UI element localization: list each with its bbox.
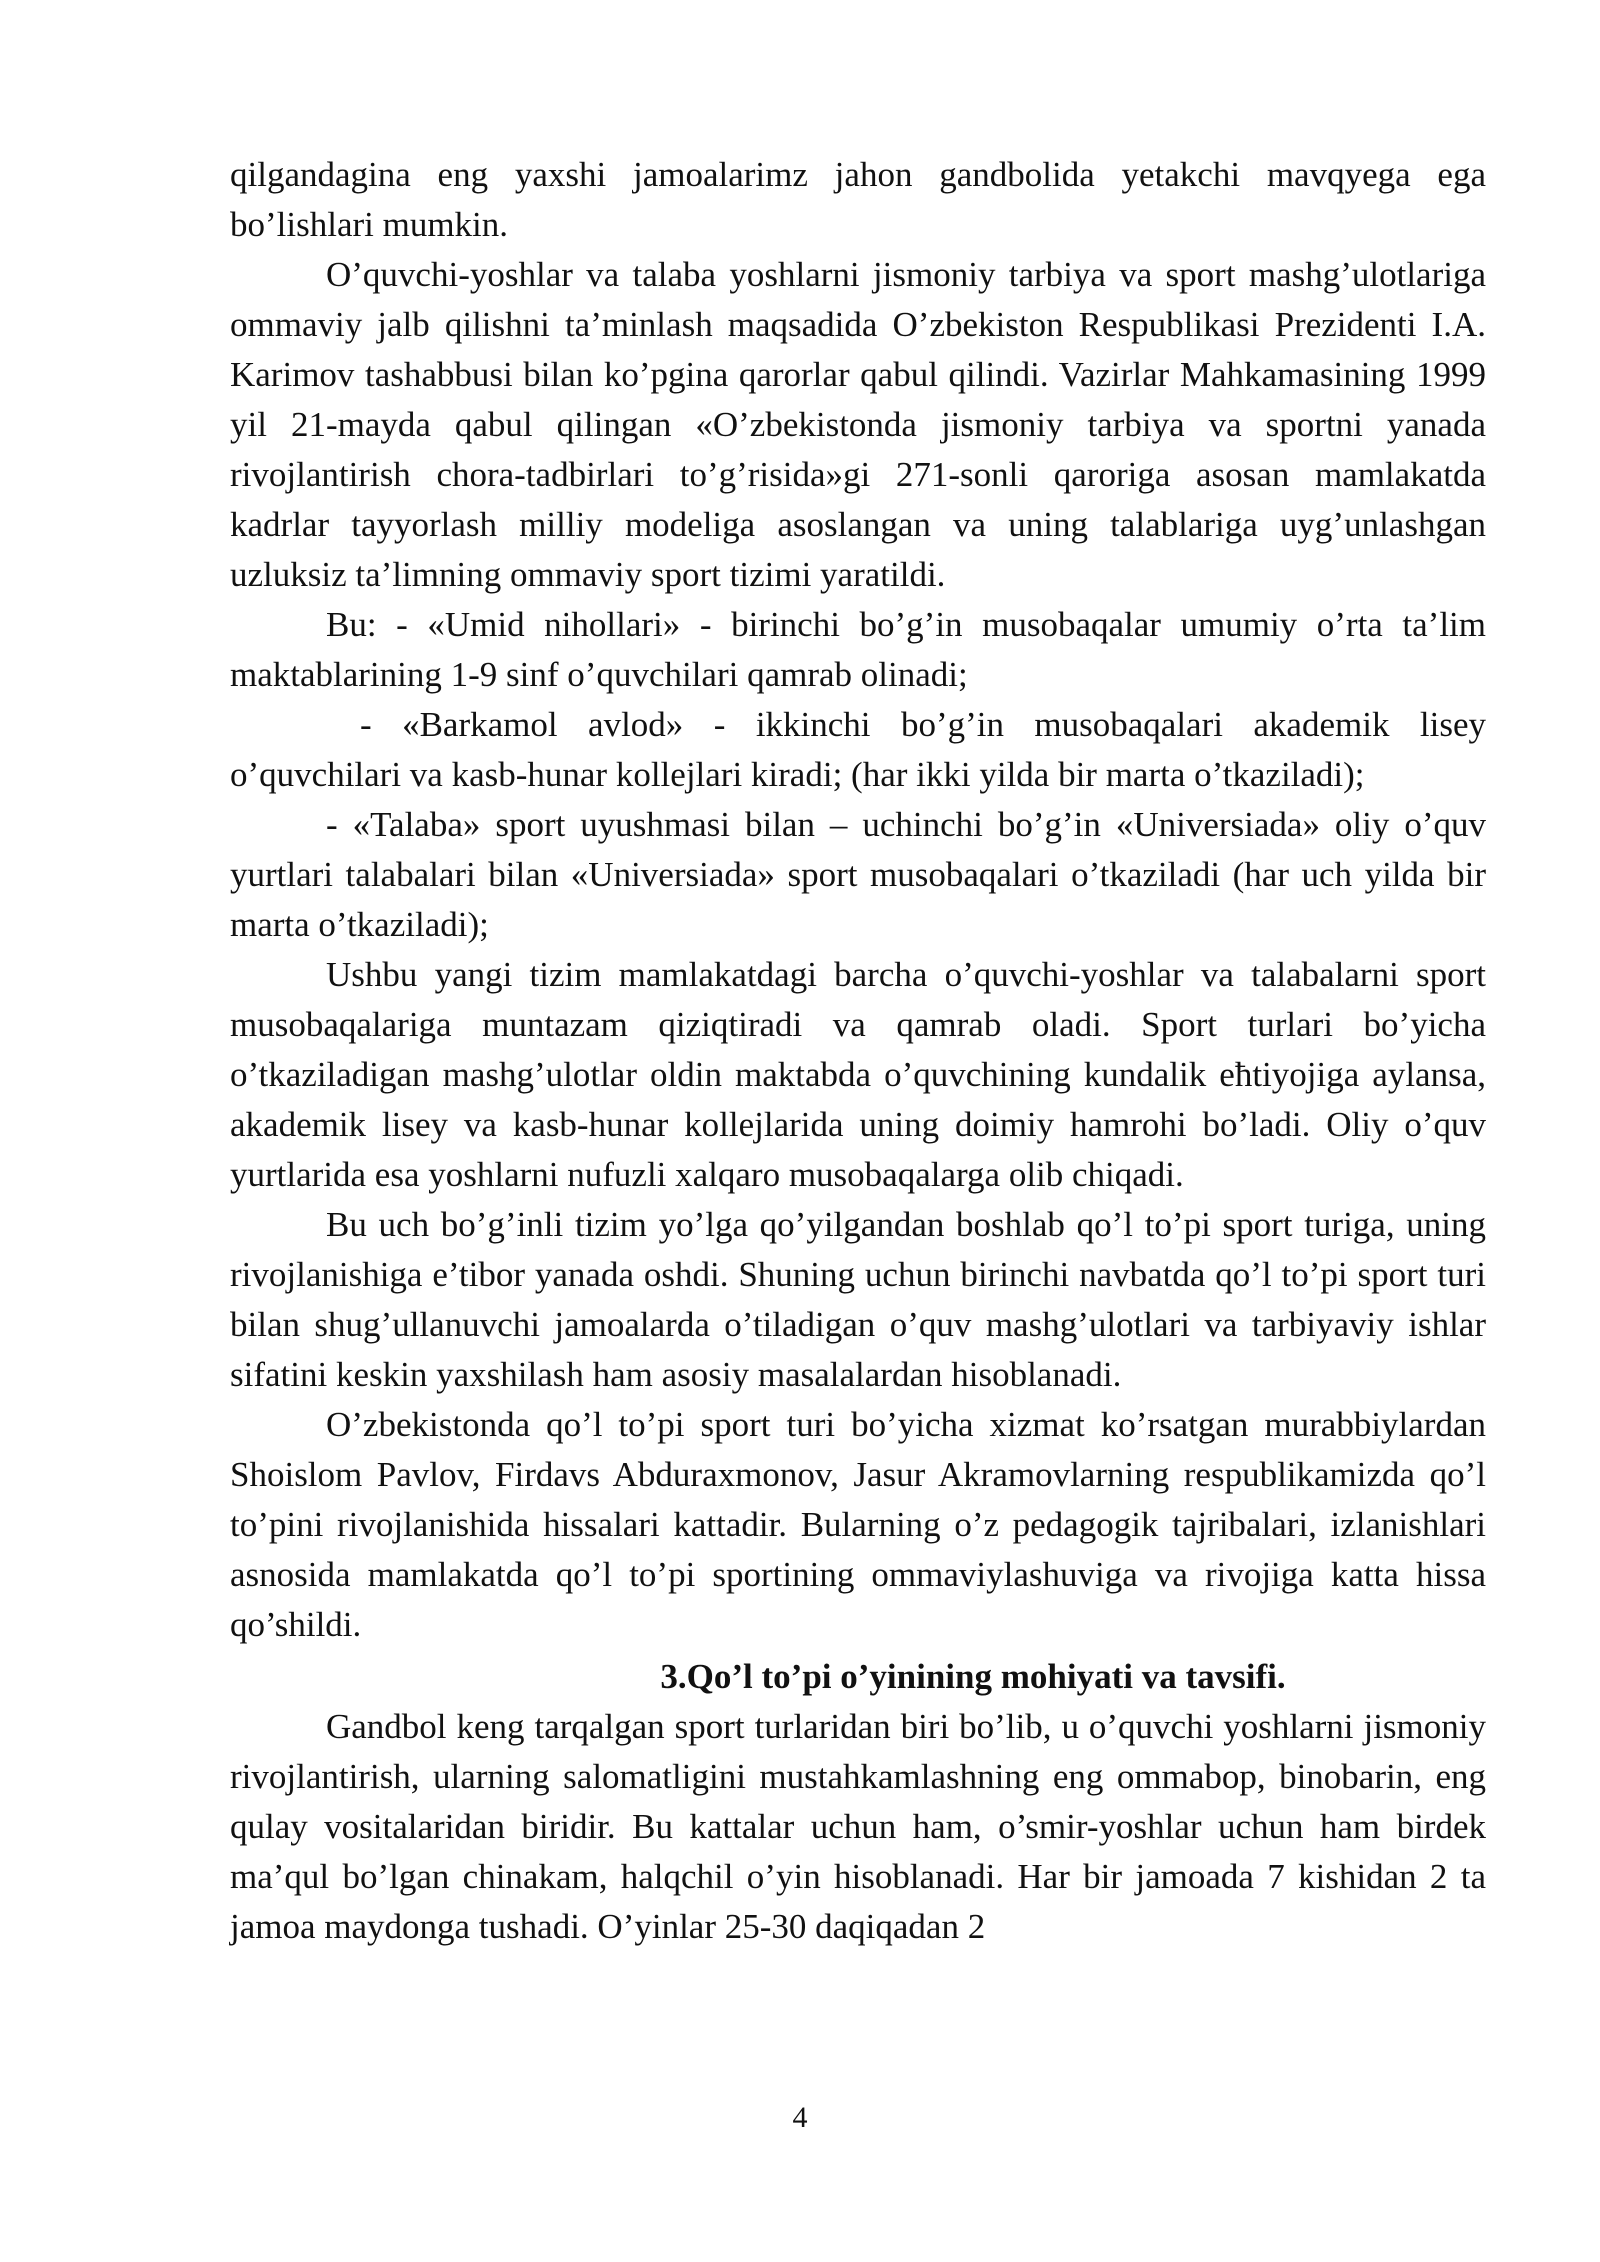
page-number: 4: [792, 2101, 808, 2134]
document-page: [230, 150, 1486, 1952]
paragraph-continuation: qilgandagina eng yaxshi jamoalarimz jahon gandbolida yetakchi mavqyega ega bo’lishlari mumkin.: [230, 155, 1486, 244]
paragraph-handball: Gandbol keng tarqalgan sport turlaridan biri bo’lib, u o’quvchi yoshlarni jismoniy rivojlantirish, ularning salomatligini mustahkamlashning eng ommabop, binobarin, eng qulay vositalaridan biridir. Bu kattalar uchun ham, o’smir-yoshlar uchun ham birdek ma’qul bo’lgan chinakam, halqchil o’yin hisoblanadi. Har bir jamoada 7 kishidan 2 ta jamoa maydonga tushadi. O’yinlar 25-30 daqiqadan 2: [230, 1707, 1486, 1946]
paragraph-intro: O’quvchi-yoshlar va talaba yoshlarni jismoniy tarbiya va sport mashg’ulotlariga ommaviy jalb qilishni ta’minlash maqsadida O’zbekiston Respublikasi Prezidenti I.A. Karimov tashabbusi bilan ko’pgina qarorlar qabul qilindi. Vazirlar Mahkamasining 1999 yil 21-mayda qabul qilingan «O’zbekistonda jismoniy tarbiya va sportni yanada rivojlantirish chora-tadbirlari to’g’risida»gi 271-sonli qaroriga asosan mamlakatda kadrlar tayyorlash milliy modeliga asoslangan va uning talablariga uyg’unlashgan uzluksiz ta’limning ommaviy sport tizimi yaratildi.: [230, 255, 1486, 594]
paragraph-system: Ushbu yangi tizim mamlakatdagi barcha o’quvchi-yoshlar va talabalarni sport musobaqalariga muntazam qiziqtiradi va qamrab oladi. Sport turlari bo’yicha o’tkaziladigan mashg’ulotlar oldin maktabda o’quvchining kundalik eħtiyojiga aylansa, akademik lisey va kasb-hunar kollejlarida uning doimiy hamrohi bo’ladi. Oliy o’quv yurtlarida esa yoshlarni nufuzli xalqaro musobaqalarga olib chiqadi.: [230, 955, 1486, 1194]
section-heading: 3.Qo’l to’pi o’yinining mohiyati va tavsifi.: [660, 1657, 1286, 1696]
paragraph-three-tier: Bu uch bo’g’inli tizim yo’lga qo’yilgandan boshlab qo’l to’pi sport turiga, uning rivojlanishiga e’tibor yanada oshdi. Shuning uchun birinchi navbatda qo’l to’pi sport turi bilan shug’ullanuvchi jamoalarda o’tiladigan o’quv mashg’ulotlari va tarbiyaviy ishlar sifatini keskin yaxshilash ham asosiy masalalardan hisoblanadi.: [230, 1205, 1486, 1394]
paragraph-list-item-3: - «Talaba» sport uyushmasi bilan – uchinchi bo’g’in «Universiada» oliy o’quv yurtlari talabalari bilan «Universiada» sport musobaqalari o’tkaziladi (har uch yilda bir marta o’tkaziladi);: [230, 805, 1486, 944]
paragraph-list-item-1: Bu: - «Umid nihollari» - birinchi bo’g’in musobaqalar umumiy o’rta ta’lim maktablarining 1-9 sinf o’quvchilari qamrab olinadi;: [230, 605, 1486, 694]
paragraph-coaches: O’zbekistonda qo’l to’pi sport turi bo’yicha xizmat ko’rsatgan murabbiylardan Shoislom Pavlov, Firdavs Abduraxmonov, Jasur Akramovlarning respublikamizda qo’l to’pini rivojlanishida hissalari kattadir. Bularning o’z pedagogik tajribalari, izlanishlari asnosida mamlakatda qo’l to’pi sportining ommaviylashuviga va rivojiga katta hissa qo’shildi.: [230, 1405, 1486, 1644]
paragraph-list-item-2: - «Barkamol avlod» - ikkinchi bo’g’in musobaqalari akademik lisey o’quvchilari va kasb-hunar kollejlari kiradi; (har ikki yilda bir marta o’tkaziladi);: [230, 705, 1486, 794]
